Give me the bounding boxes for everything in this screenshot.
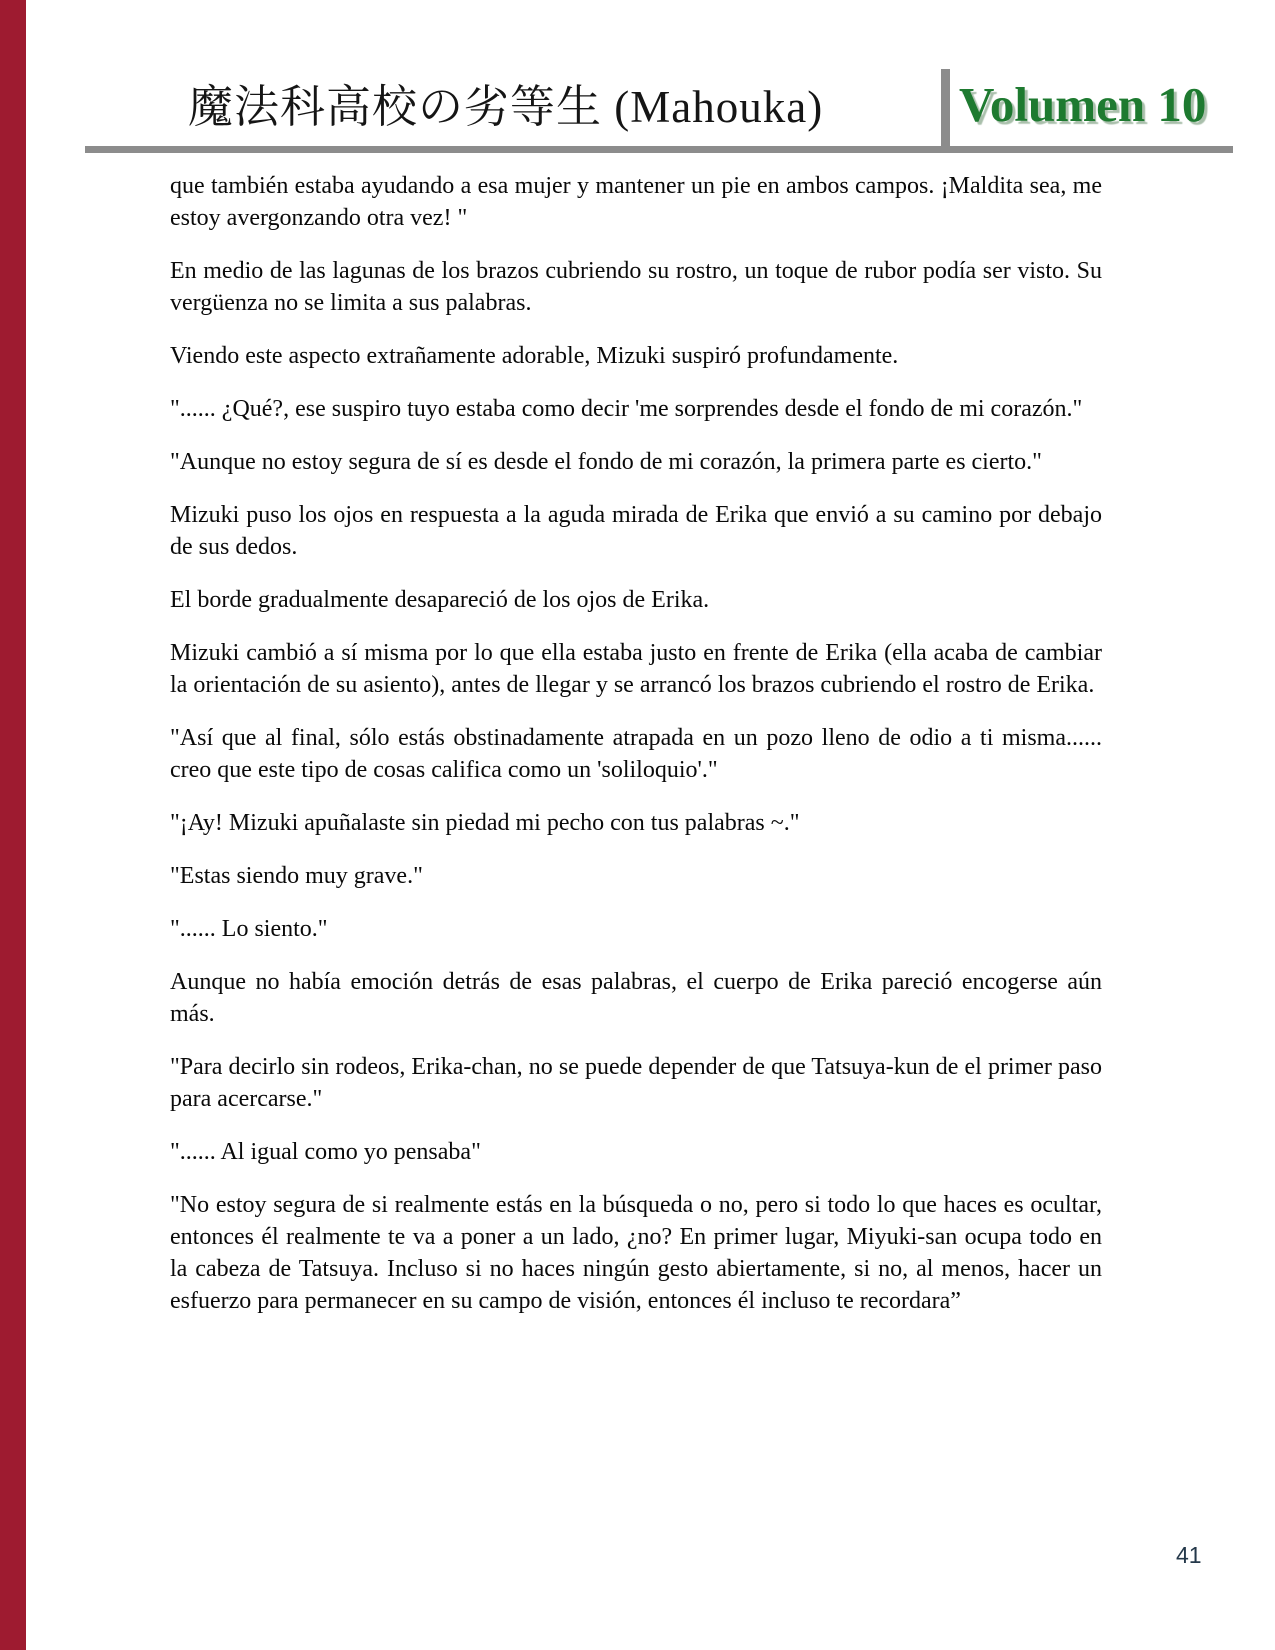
paragraph: "Aunque no estoy segura de sí es desde el fondo de mi corazón, la primera parte es cierto." (170, 449, 1042, 475)
paragraph: "Estas siendo muy grave." (170, 863, 423, 889)
paragraph: "...... ¿Qué?, ese suspiro tuyo estaba como decir 'me sorprendes desde el fondo de mi corazón." (170, 396, 1083, 422)
page-edge-bar (0, 0, 26, 1650)
paragraph: Mizuki cambió a sí misma por lo que ella estaba justo en frente de Erika (ella acaba de cambiar la orientación de su asiento), antes de llegar y se arrancó los brazos cubriendo el rostro de Erika. (170, 640, 1102, 698)
paragraph: El borde gradualmente desapareció de los ojos de Erika. (170, 587, 710, 613)
paragraph: Mizuki puso los ojos en respuesta a la aguda mirada de Erika que envió a su camino por debajo de sus dedos. (170, 502, 1102, 560)
volume-label: Volumen 10 (959, 77, 1207, 132)
paragraph: "No estoy segura de si realmente estás en la búsqueda o no, pero si todo lo que haces es ocultar, entonces él realmente te va a poner a un lado, ¿no? En primer lugar, Miyuki-san ocupa todo en la cabeza de Tatsuya. Incluso si no haces ningún gesto abiertamente, si no, al menos, hacer un esfuerzo para permanecer en su campo de visión, entonces él incluso te recordara” (170, 1192, 1102, 1314)
header-vertical-divider (941, 69, 950, 153)
page-number: 41 (1176, 1542, 1202, 1568)
paragraph: Viendo este aspecto extrañamente adorable, Mizuki suspiró profundamente. (170, 343, 899, 369)
paragraph: "Así que al final, sólo estás obstinadamente atrapada en un pozo lleno de odio a ti misma...... creo que este tipo de cosas califica como un 'soliloquio'." (170, 725, 1102, 783)
header-rule (85, 146, 1233, 153)
paragraph: "¡Ay! Mizuki apuñalaste sin piedad mi pecho con tus palabras ~." (170, 810, 800, 836)
paragraph: En medio de las lagunas de los brazos cubriendo su rostro, un toque de rubor podía ser visto. Su vergüenza no se limita a sus palabras. (170, 258, 1102, 316)
paragraph: que también estaba ayudando a esa mujer y mantener un pie en ambos campos. ¡Maldita sea, me estoy avergonzando otra vez! " (170, 173, 1102, 231)
paragraph: "...... Al igual como yo pensaba" (170, 1139, 481, 1165)
paragraph: "...... Lo siento." (170, 916, 328, 942)
body-text (170, 170, 1102, 1338)
document-title: 魔法科高校の劣等生 (Mahouka) (188, 82, 824, 132)
paragraph: Aunque no había emoción detrás de esas palabras, el cuerpo de Erika pareció encogerse aún más. (170, 969, 1102, 1027)
paragraph: "Para decirlo sin rodeos, Erika-chan, no se puede depender de que Tatsuya-kun de el primer paso para acercarse." (170, 1054, 1102, 1112)
